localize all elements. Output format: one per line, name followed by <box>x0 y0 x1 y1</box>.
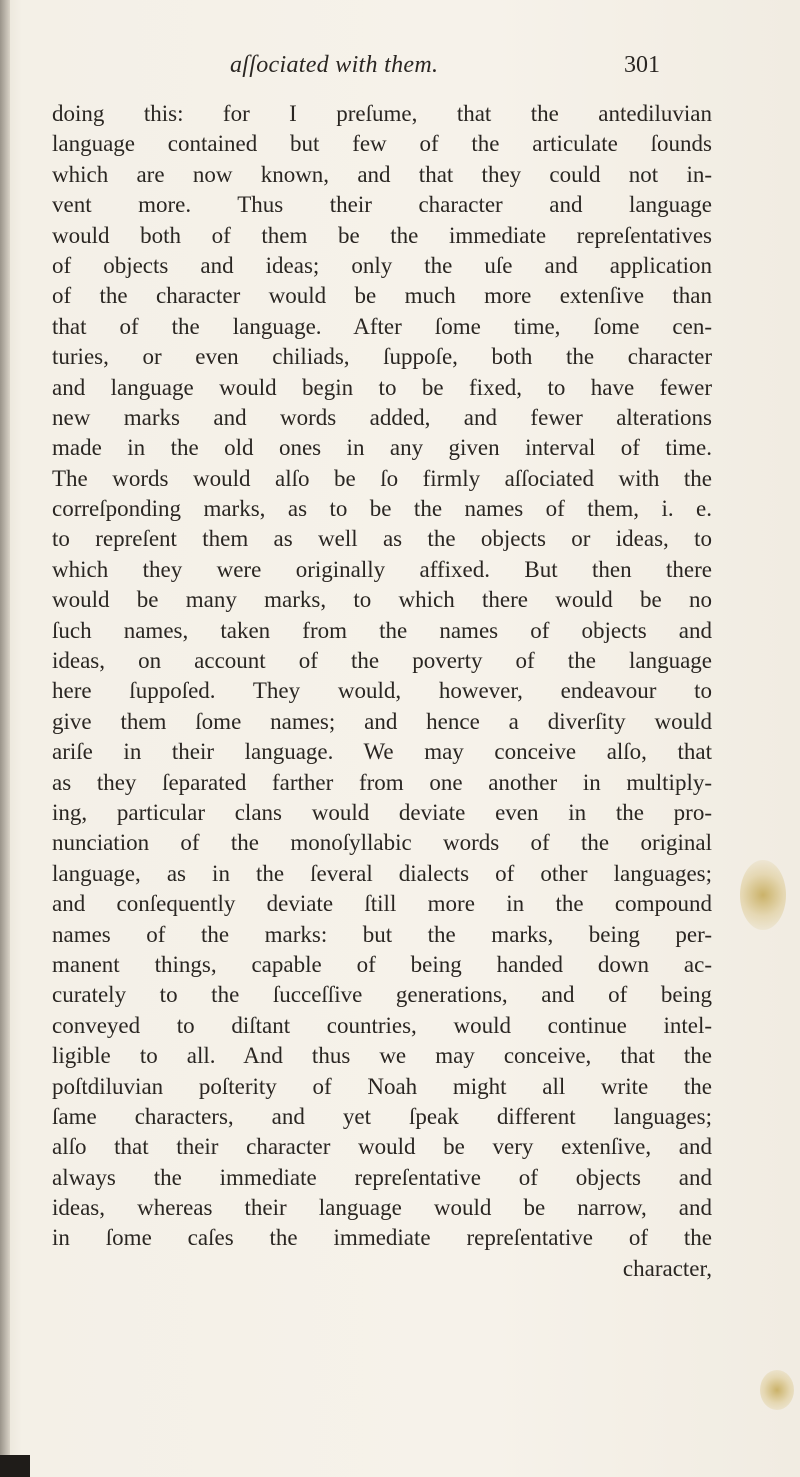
text-line: ideas, on account of the poverty of the language <box>52 648 712 674</box>
running-head: aſſociated with them. <box>230 52 439 78</box>
text-line: to repreſent them as well as the objects or ideas, to <box>52 526 712 552</box>
text-line: language, as in the ſeveral dialects of other languages; <box>52 860 712 886</box>
text-line: poſtdiluvian poſterity of Noah might all write the <box>52 1073 712 1099</box>
page-number: 301 <box>624 52 660 78</box>
text-line: of the character would be much more extenſive than <box>52 283 712 309</box>
text-line: that of the language. After ſome time, ſome cen- <box>52 313 712 339</box>
page-binding-edge <box>0 0 10 1477</box>
foxing-stain <box>740 860 786 930</box>
text-line: alſo that their character would be very extenſive, and <box>52 1134 712 1160</box>
text-line: nunciation of the monoſyllabic words of the original <box>52 830 712 856</box>
text-line: made in the old ones in any given interval of time. <box>52 435 712 461</box>
text-line: new marks and words added, and fewer alterations <box>52 404 712 430</box>
text-line: of objects and ideas; only the uſe and application <box>52 252 712 278</box>
text-line-last: character, <box>622 1255 712 1281</box>
text-line: conveyed to diſtant countries, would continue intel- <box>52 1012 712 1038</box>
text-line: and conſequently deviate ſtill more in the compound <box>52 891 712 917</box>
text-line: as they ſeparated farther from one another in multiply- <box>52 769 712 795</box>
text-line: ariſe in their language. We may conceive alſo, that <box>52 739 712 765</box>
text-line: ideas, whereas their language would be narrow, and <box>52 1195 712 1221</box>
text-line: would be many marks, to which there would be no <box>52 587 712 613</box>
text-line: give them ſome names; and hence a diverſity would <box>52 708 712 734</box>
text-line: always the immediate repreſentative of objects and <box>52 1164 712 1190</box>
text-line: vent more. Thus their character and language <box>52 192 712 218</box>
text-line: and language would begin to be fixed, to have fewer <box>52 374 712 400</box>
text-line: ing, particular clans would deviate even in the pro- <box>52 799 712 825</box>
text-line: curately to the ſucceſſive generations, and of being <box>52 982 712 1008</box>
text-line: in ſome caſes the immediate repreſentative of the <box>52 1225 712 1251</box>
page-header <box>230 52 660 88</box>
text-line: names of the marks: but the marks, being per- <box>52 921 712 947</box>
text-line: ligible to all. And thus we may conceive, that the <box>52 1043 712 1069</box>
text-line: language contained but few of the articulate ſounds <box>52 131 712 157</box>
text-line: here ſuppoſed. They would, however, endeavour to <box>52 678 712 704</box>
text-line: which they were originally affixed. But then there <box>52 556 712 582</box>
text-line: doing this: for I preſume, that the antediluvian <box>52 101 712 126</box>
page-corner-shadow <box>0 1455 30 1477</box>
text-line: ſuch names, taken from the names of objects and <box>52 617 712 643</box>
text-line: manent things, capable of being handed down ac- <box>52 951 712 977</box>
text-line: would both of them be the immediate repreſentatives <box>52 222 712 248</box>
text-line: ſame characters, and yet ſpeak different languages; <box>52 1103 712 1129</box>
body-text <box>52 99 712 1284</box>
text-line: which are now known, and that they could not in- <box>52 161 712 187</box>
text-line: The words would alſo be ſo firmly aſſociated with the <box>52 465 712 491</box>
text-line: correſponding marks, as to be the names of them, i. e. <box>52 496 712 522</box>
foxing-stain <box>760 1370 794 1410</box>
text-line: turies, or even chiliads, ſuppoſe, both the character <box>52 344 712 370</box>
